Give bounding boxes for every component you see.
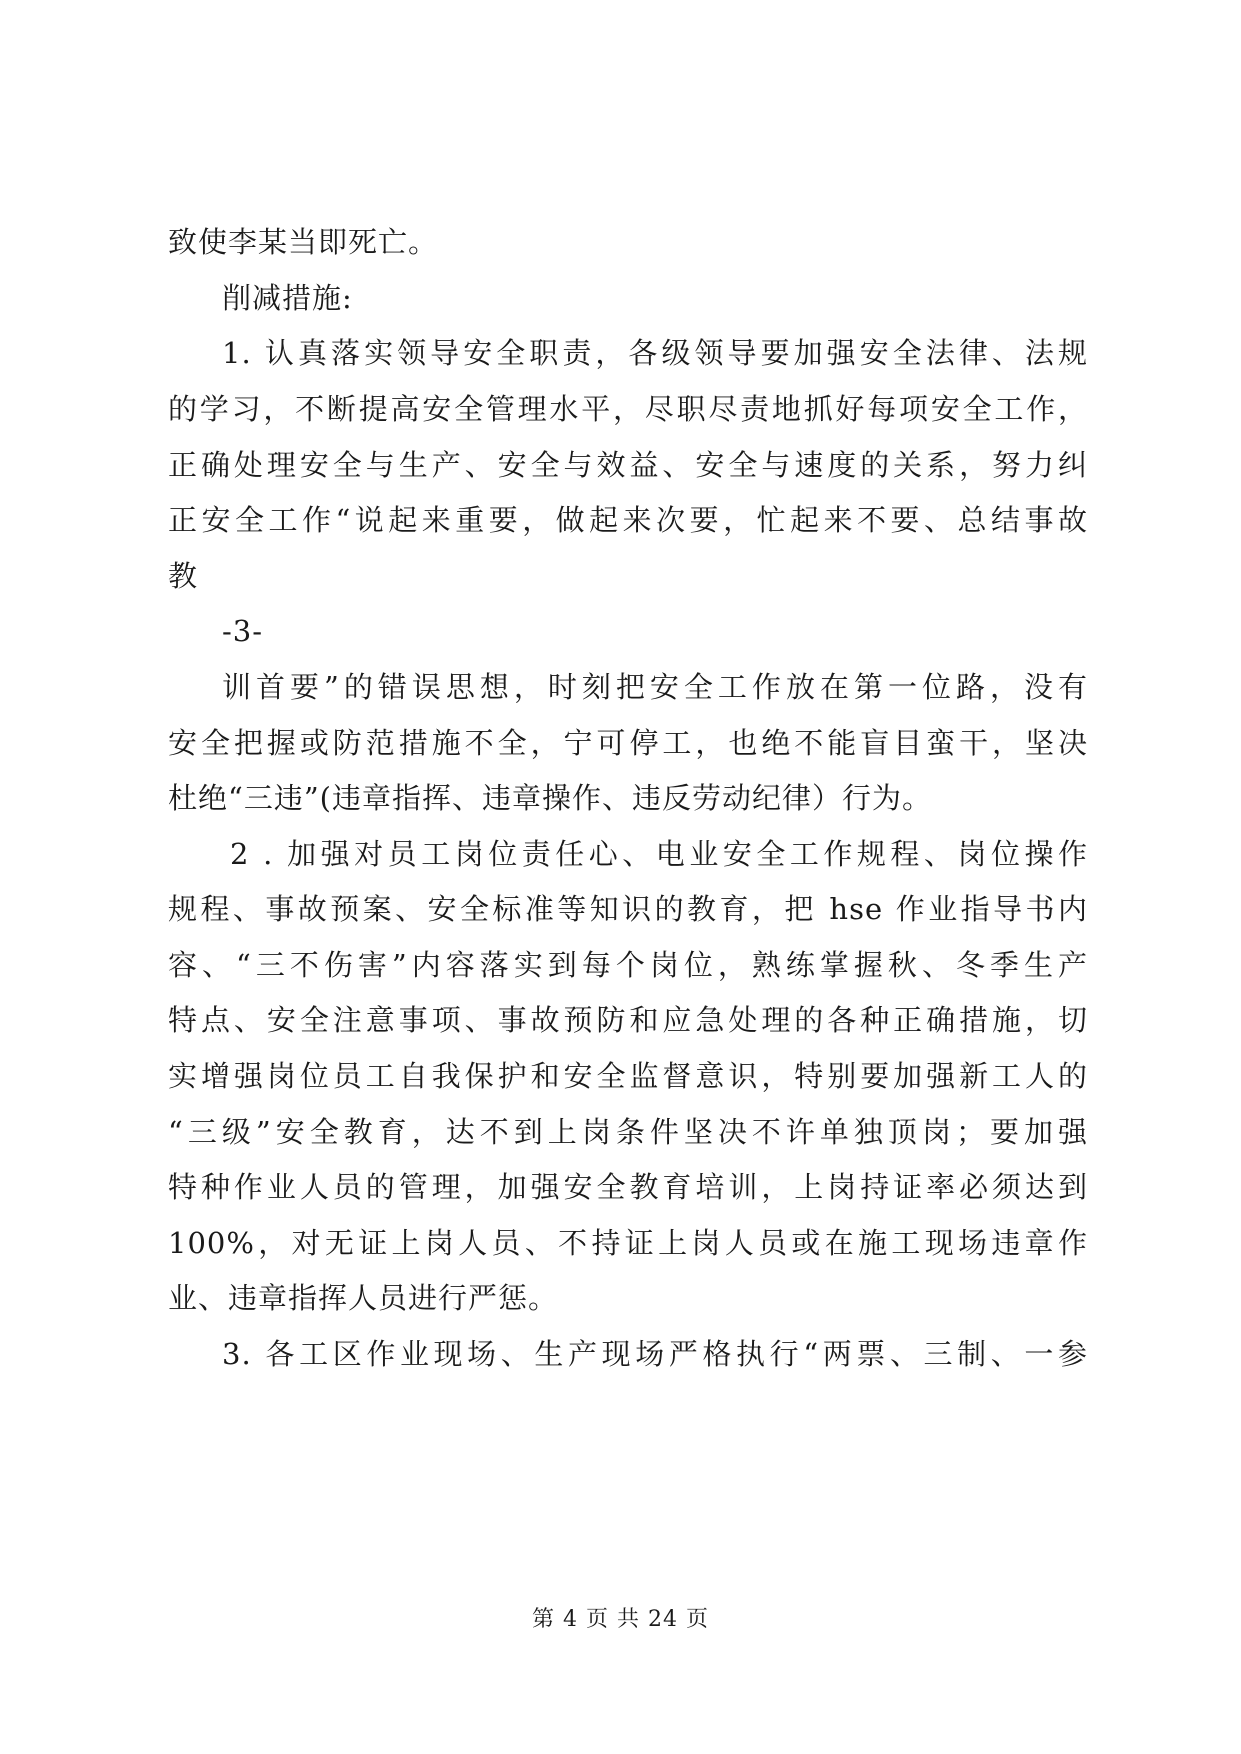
page-marker: -3-: [222, 614, 264, 648]
text-line: 的学习，不断提高安全管理水平，尽职尽责地抓好每项安全工作，: [168, 392, 1088, 426]
text-line: “三级”安全教育，达不到上岗条件坚决不许单独顶岗；要加强: [168, 1115, 1088, 1149]
text-line: 规程、事故预案、安全标准等知识的教育，把 hse 作业指导书内: [168, 892, 1088, 926]
text-line: 业、违章指挥人员进行严惩。: [168, 1281, 559, 1315]
text-line: 训首要”的错误思想，时刻把安全工作放在第一位路，没有: [222, 670, 1088, 704]
text-line: 安全把握或防范措施不全，宁可停工，也绝不能盲目蛮干，坚决: [168, 726, 1088, 760]
text-line: 2 . 加强对员工岗位责任心、电业安全工作规程、岗位操作: [230, 837, 1088, 871]
text-line: 致使李某当即死亡。: [168, 225, 439, 259]
text-line: 正确处理安全与生产、安全与效益、安全与速度的关系，努力纠: [168, 448, 1088, 482]
text-line: 教: [168, 559, 199, 593]
text-line: 1. 认真落实领导安全职责，各级领导要加强安全法律、法规: [222, 336, 1088, 370]
text-line: 杜绝“三违”(违章指挥、违章操作、违反劳动纪律）行为。: [168, 781, 932, 815]
page-footer: 第 4 页 共 24 页: [532, 1607, 709, 1632]
text-line: 特点、安全注意事项、事故预防和应急处理的各种正确措施，切: [168, 1003, 1088, 1037]
text-line: 实增强岗位员工自我保护和安全监督意识，特别要加强新工人的: [168, 1059, 1088, 1093]
text-line: 容、“三不伤害”内容落实到每个岗位，熟练掌握秋、冬季生产: [168, 948, 1088, 982]
text-line: 削减措施:: [222, 281, 353, 315]
text-line: 3. 各工区作业现场、生产现场严格执行“两票、三制、一参: [222, 1337, 1088, 1371]
text-line: 特种作业人员的管理，加强安全教育培训，上岗持证率必须达到: [168, 1170, 1088, 1204]
text-line: 正安全工作“说起来重要，做起来次要，忙起来不要、总结事故: [168, 503, 1088, 537]
text-line: 100%，对无证上岗人员、不持证上岗人员或在施工现场违章作: [168, 1226, 1088, 1260]
